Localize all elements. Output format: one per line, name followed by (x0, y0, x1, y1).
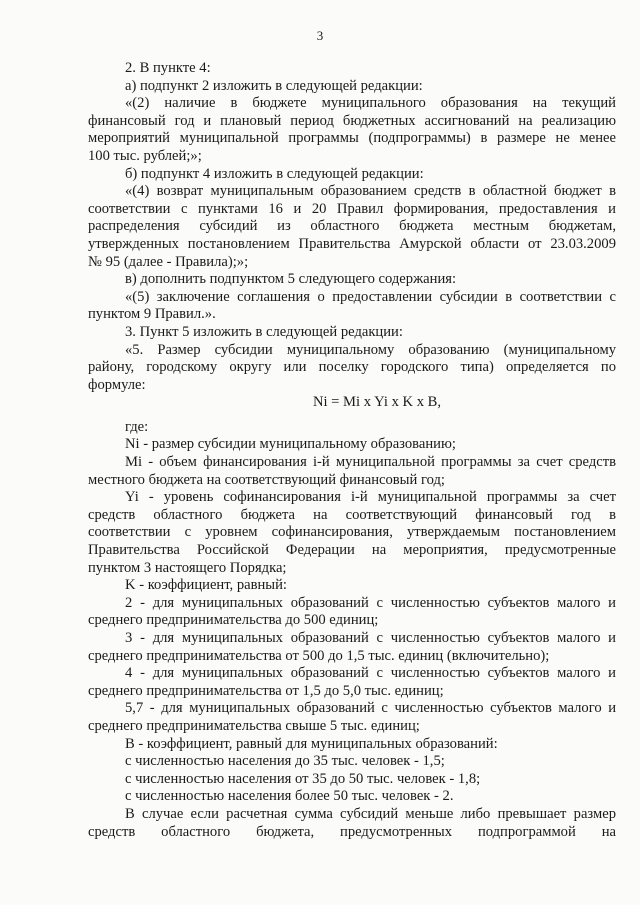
text-line: местного бюджета на соответствующий финансовый год; (88, 471, 445, 488)
text-line: распределения субсидий из областного бюджета местным бюджетам, (88, 218, 616, 235)
text-line: мероприятий муниципальной программы (подпрограммы) в размере не менее (88, 130, 616, 147)
document-body (88, 60, 616, 841)
text-line: «(4) возврат муниципальным образованием средств в областной бюджет в (125, 183, 616, 200)
text-line: где: (125, 418, 149, 435)
text-line: Ni = Mi x Yi x K x B, (312, 394, 442, 411)
text-line: среднего предпринимательства от 1,5 до 5,0 тыс. единиц; (88, 682, 444, 699)
text-line: «(5) заключение соглашения о предоставлении субсидии в соответствии с (125, 288, 616, 305)
text-line: с численностью населения до 35 тыс. человек - 1,5; (125, 753, 445, 770)
text-line: K - коэффициент, равный: (125, 577, 287, 594)
text-line: средств областного бюджета на соответствующий финансовый год в (88, 506, 616, 523)
text-line: № 95 (далее - Правила);»; (88, 253, 249, 270)
text-line: пунктом 3 настоящего Порядка; (88, 559, 287, 576)
text-line: с численностью населения более 50 тыс. человек - 2. (125, 788, 454, 805)
text-line: Ni - размер субсидии муниципальному образованию; (125, 436, 456, 453)
text-line: району, городскому округу или поселку городского типа) определяется по (88, 359, 616, 376)
page-number: 3 (316, 28, 324, 43)
text-line: с численностью населения от 35 до 50 тыс. человек - 1,8; (125, 770, 481, 787)
text-line: соответствии с пунктами 16 и 20 Правил формирования, предоставления и (88, 200, 616, 217)
text-line: 5,7 - для муниципальных образований с численностью субъектов малого и (125, 700, 616, 717)
text-line: Yi - уровень софинансирования i-й муниципальной программы за счет (125, 489, 616, 506)
text-line: Mi - объем финансирования i-й муниципальной программы за счет средств (125, 454, 616, 471)
text-line: 3 - для муниципальных образований с численностью субъектов малого и (125, 630, 616, 646)
text-line: «(2) наличие в бюджете муниципального образования на текущий (125, 95, 616, 112)
text-line: 2 - для муниципальных образований с численностью субъектов малого и (125, 594, 616, 611)
text-line: B - коэффициент, равный для муниципальных образований: (125, 735, 498, 752)
text-line: В случае если расчетная сумма субсидий меньше либо превышает размер (125, 805, 616, 822)
text-line: в) дополнить подпунктом 5 следующего содержания: (125, 271, 457, 288)
text-line: средств областного бюджета, предусмотренных подпрограммой на (88, 823, 616, 840)
text-line: среднего предпринимательства свыше 5 тыс. единиц; (88, 717, 420, 734)
text-line: среднего предпринимательства до 500 единиц; (88, 612, 379, 629)
text-line: «5. Размер субсидии муниципальному образованию (муниципальному (125, 341, 616, 358)
text-line: 3. Пункт 5 изложить в следующей редакции: (125, 323, 403, 340)
text-line: 100 тыс. рублей;»; (88, 147, 202, 164)
text-line: Правительства Российской Федерации на мероприятия, предусмотренные (88, 542, 616, 559)
text-line: среднего предпринимательства от 500 до 1,5 тыс. единиц (включительно); (88, 647, 550, 664)
text-line: соответствии с уровнем софинансирования, утверждаемым постановлением (88, 524, 616, 541)
text-line: б) подпункт 4 изложить в следующей редакции: (125, 165, 424, 182)
text-line: формуле: (88, 376, 146, 393)
text-line: а) подпункт 2 изложить в следующей редакции: (125, 77, 423, 94)
text-line: пунктом 9 Правил.». (88, 306, 216, 323)
text-line: финансовый год и плановый период бюджетных ассигнований на реализацию (88, 112, 616, 129)
text-line: 2. В пункте 4: (125, 60, 211, 76)
text-line: утвержденных постановлением Правительства Амурской области от 23.03.2009 (88, 235, 616, 252)
text-line: 4 - для муниципальных образований с численностью субъектов малого и (125, 665, 616, 682)
